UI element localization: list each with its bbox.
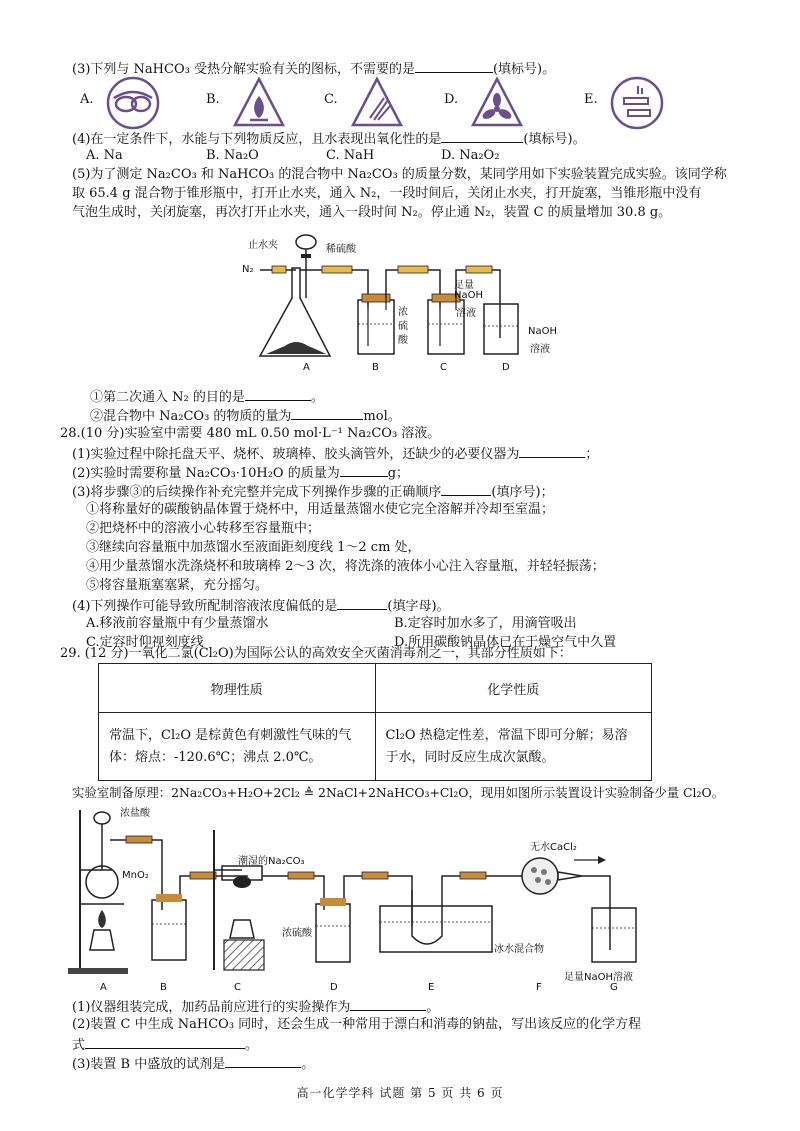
table-header-row [99,664,652,713]
option-b[interactable]: B. [206,76,316,132]
label-d2: D [330,982,338,993]
label-naoh-excess: 足量NaOH溶液 [564,972,633,983]
q4-line: (4)在一定条件下，水能与下列物质反应，且水表现出氧化性的是 (填标号)。 [72,128,732,149]
q5-line2: 取 65.4 g 混合物于锥形瓶中，打开止水夹，通入 N₂，一段时间后，关闭止水夹，打开旋塞，当锥形瓶中没有 [72,186,702,201]
option-c[interactable]: C. [324,76,434,132]
q4-option-c[interactable]: C. NaH [326,148,375,163]
label-b2: B [160,982,167,993]
q29-p2-blank[interactable] [85,1034,245,1049]
label-conc-sulfuric: 浓硫酸 [398,307,408,346]
q5-sub2-blank[interactable] [291,405,363,420]
q3-answer-blank[interactable] [415,58,493,73]
label-naoh-c: NaOH [454,290,483,301]
physical-cell: 常温下，Cl₂O 是棕黄色有刺激性气味的气 体：熔点：-120.6℃；沸点 2.0℃。 [99,713,376,781]
flame-icon [232,76,286,130]
q28-p1-blank[interactable] [519,443,585,458]
option-a[interactable]: A. [80,76,190,132]
q28-step-5: ⑤将容量瓶塞塞紧，充分摇匀。 [86,578,269,593]
label-clamp: 止水夹 [248,240,278,251]
label-e2: E [428,982,435,993]
q28-p4-blank[interactable] [337,595,387,610]
wash-hands-icon [610,76,664,130]
q3-icons [80,76,680,132]
label-c2: C [234,982,241,993]
q5-line1: (5)为了测定 Na₂CO₃ 和 NaHCO₃ 的混合物中 Na₂CO₃ 的质量分数，某同学用如下实验装置完成实验。该同学称 [72,167,727,182]
q5-apparatus-diagram [230,228,570,378]
q28-p2-blank[interactable] [340,462,388,477]
q28-step-1: ①将称量好的碳酸钠晶体置于烧杯中，用适量蒸馏水使它完全溶解并冷却至室温； [86,502,555,517]
label-f2: F [536,982,542,993]
q29-apparatus-diagram [62,800,662,990]
label-b: B [372,362,379,373]
table-row [99,713,652,781]
q29-p2: (2)装置 C 中生成 NaHCO₃ 同时，还会生成一种常用于漂白和消毒的钠盐，写出该反应的化学方程 [72,1017,642,1032]
label-wet-na2co3: 潮湿的Na₂CO₃ [238,856,305,867]
label-solution-c: 溶液 [456,308,476,319]
label-dilute-acid: 稀硫酸 [326,244,356,255]
q29-p1: (1)仪器组装完成，加药品前应进行的实验操作为 。 [72,996,732,1017]
label-solution-d: 溶液 [530,344,550,355]
q29-p3: (3)装置 B 中盛放的试剂是 。 [72,1053,732,1074]
q28-option-a[interactable]: A.移液前容量瓶中有少量蒸馏水 [86,616,269,631]
properties-table [98,663,652,781]
label-excess: 足量 [454,280,474,291]
q29-header: 29. (12 分)一氧化二氯(Cl₂O)为国际公认的高效安全灭菌消毒剂之一，其部分性质如下： [60,646,572,661]
label-a2: A [100,982,107,993]
goggles-icon [106,76,160,130]
label-naoh-d: NaOH [528,326,557,337]
q28-option-d[interactable]: D.所用碳酸钠晶体已在干燥空气中久置 [394,635,617,650]
q28-step-4: ④用少量蒸馏水洗涤烧杯和玻璃棒 2～3 次，将洗涤的液体小心注入容量瓶，并轻轻振荡； [86,559,605,574]
q5-sub1: ①第二次通入 N₂ 的目的是 。 [90,386,750,407]
chemical-cell: Cl₂O 热稳定性差，常温下即可分解；易溶 于水，同时反应生成次氯酸。 [375,713,652,781]
q4-option-b[interactable]: B. Na₂O [206,148,259,163]
fan-icon [470,76,524,130]
q28-p4: (4)下列操作可能导致所配制溶液浓度偏低的是 (填字母)。 [72,595,732,616]
q28-p3: (3)将步骤③的后续操作补充完整并完成下列操作步骤的正确顺序 (填序号)； [72,481,732,502]
label-conc-h2so4: 浓硫酸 [282,928,312,939]
q28-step-2: ②把烧杯中的溶液小心转移至容量瓶中； [86,521,321,536]
q3-line: (3)下列与 NaHCO₃ 受热分解实验有关的图标，不需要的是 (填标号)。 [72,58,732,79]
q29-p2b: 式 。 [72,1034,732,1055]
hot-surface-icon [350,76,404,130]
label-a: A [303,362,310,373]
q29-p3-blank[interactable] [225,1053,301,1068]
q4-option-d[interactable]: D. Na₂O₂ [441,148,500,163]
label-n2: N₂ [242,264,254,275]
label-cacl2: 无水CaCl₂ [530,842,577,853]
q28-option-c[interactable]: C.定容时仰视刻度线 [86,635,204,650]
label-mno2: MnO₂ [122,870,149,881]
q29-p1-blank[interactable] [350,996,426,1011]
q5-line3: 气泡生成时，关闭旋塞，再次打开止水夹，通入一段时间 N₂。停止通 N₂，装置 C 的质量增加 30.8 g。 [72,205,672,220]
q4-option-a[interactable]: A. Na [86,148,123,163]
q4-answer-blank[interactable] [441,128,523,143]
label-conc-hcl: 浓盐酸 [120,808,150,819]
q5-sub2: ②混合物中 Na₂CO₃ 的物质的量为 mol。 [90,405,750,426]
label-c: C [440,362,447,373]
label-d: D [502,362,510,373]
q5-sub1-blank[interactable] [245,386,311,401]
q28-p1: (1)实验过程中除托盘天平、烧杯、玻璃棒、胶头滴管外，还缺少的必要仪器为 ； [72,443,732,464]
q28-option-b[interactable]: B.定容时加水多了，用滴管吸出 [394,616,577,631]
chemical-header: 化学性质 [375,664,652,713]
q28-step-3: ③继续向容量瓶中加蒸馏水至液面距刻度线 1～2 cm 处， [86,540,421,555]
q28-header: 28.(10 分)实验室中需要 480 mL 0.50 mol·L⁻¹ Na₂CO₃ 溶液。 [60,426,441,441]
physical-header: 物理性质 [99,664,376,713]
label-ice-water: 冰水混合物 [494,944,544,955]
q28-p2: (2)实验时需要称量 Na₂CO₃·10H₂O 的质量为 g； [72,462,732,483]
option-d[interactable]: D. [444,76,554,132]
option-e[interactable]: E. [584,76,694,132]
q29-principle: 实验室制备原理：2Na₂CO₃+H₂O+2Cl₂ ≜ 2NaCl+2NaHCO₃+Cl₂O，现用如图所示装置设计实验制备少量 Cl₂O。 [72,785,725,800]
page-footer: 高一化学学科 试题 第 5 页 共 6 页 [296,1086,504,1100]
q28-p3-blank[interactable] [441,481,491,496]
label-g2: G [610,982,618,993]
